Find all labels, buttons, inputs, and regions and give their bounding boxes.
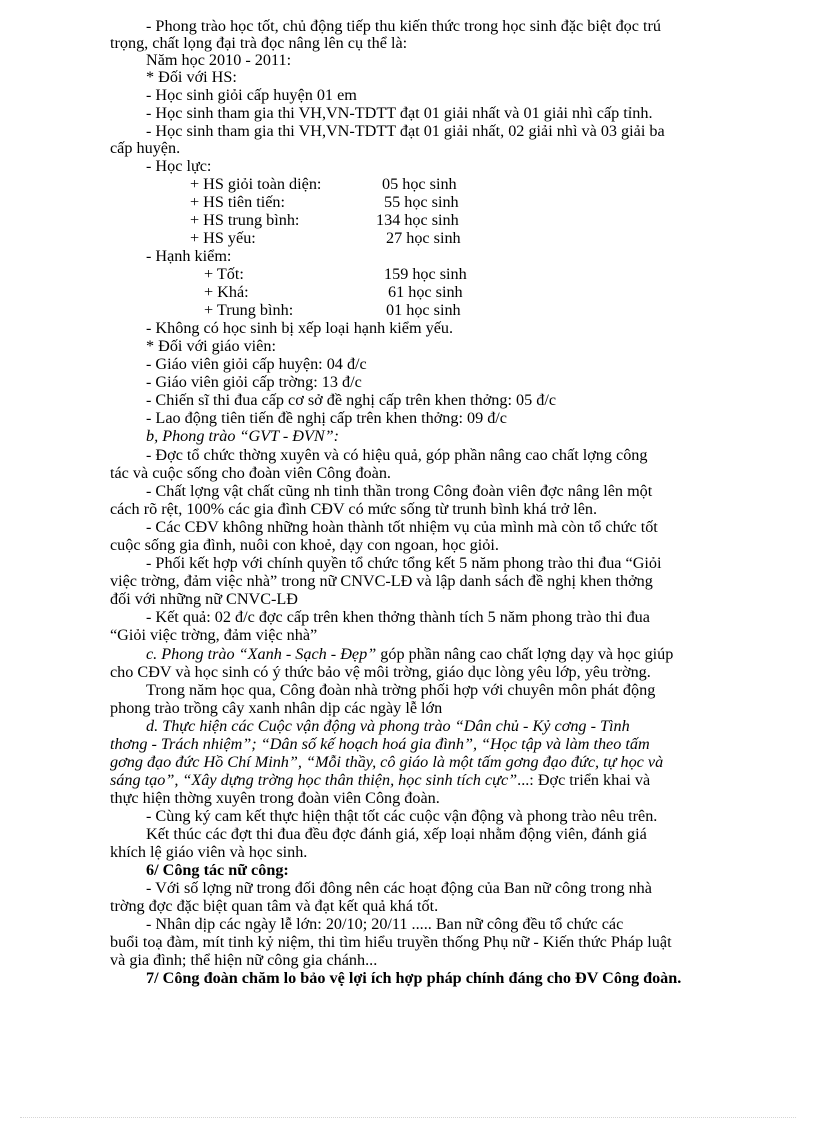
paragraph: - Chiến sĩ thi đua cấp cơ sở đề nghị cấp trên khen thởng: 05 đ/c bbox=[146, 391, 557, 409]
paragraph: - Phong trào học tốt, chủ động tiếp thu kiến thức trong học sinh đặc biệt đọc trú bbox=[146, 17, 661, 35]
paragraph: - Lao động tiên tiến đề nghị cấp trên khen thởng: 09 đ/c bbox=[146, 409, 507, 427]
paragraph: - Nhân dịp các ngày lễ lớn: 20/10; 20/11 ..... Ban nữ công đều tổ chức các bbox=[146, 915, 624, 933]
paragraph: và gia đình; thể hiện nữ công gia chánh... bbox=[110, 951, 378, 969]
paragraph: - Học sinh tham gia thi VH,VN-TDTT đạt 01 giải nhất và 01 giải nhì cấp tỉnh. bbox=[146, 104, 653, 122]
section-label: * Đối với giáo viên: bbox=[146, 337, 276, 355]
paragraph: - Các CĐV không những hoàn thành tốt nhiệm vụ của mình mà còn tổ chức tốt bbox=[146, 518, 658, 536]
paragraph: Trong năm học qua, Công đoàn nhà trờng phối hợp với chuyên môn phát động bbox=[146, 681, 656, 699]
list-item-value: 05 học sinh bbox=[382, 175, 457, 193]
paragraph: thực hiện thờng xuyên trong đoàn viên Công đoàn. bbox=[110, 789, 440, 807]
paragraph: - Kết quả: 02 đ/c đợc cấp trên khen thởng thành tích 5 năm phong trào thi đua bbox=[146, 608, 650, 626]
paragraph-d bbox=[110, 771, 650, 789]
paragraph: - Học sinh giỏi cấp huyện 01 em bbox=[146, 86, 357, 104]
school-year: Năm học 2010 - 2011: bbox=[146, 51, 292, 69]
list-item-value: 27 học sinh bbox=[386, 229, 461, 247]
section-heading: 7/ Công đoàn chăm lo bảo vệ lợi ích hợp pháp chính đáng cho ĐV Công đoàn. bbox=[146, 969, 682, 987]
paragraph: - Phối kết hợp với chính quyền tổ chức tổng kết 5 năm phong trào thi đua “Giỏi bbox=[146, 554, 662, 572]
paragraph: cuộc sống gia đình, nuôi con khoẻ, dạy con ngoan, học giỏi. bbox=[110, 536, 499, 554]
paragraph-c bbox=[146, 645, 673, 663]
paragraph: “Giỏi việc trờng, đảm việc nhà” bbox=[110, 626, 318, 644]
paragraph: cho CĐV và học sinh có ý thức bảo vệ môi trờng, giáo dục lòng yêu lớp, yêu trờng. bbox=[110, 663, 651, 681]
section-heading: c. Phong trào “Xanh - Sạch - Đẹp” bbox=[146, 645, 377, 663]
paragraph: cách rõ rệt, 100% các gia đình CĐV có mức sống từ trunh bình khá trở lên. bbox=[110, 500, 598, 518]
paragraph: - Không có học sinh bị xếp loại hạnh kiểm yếu. bbox=[146, 319, 454, 337]
paragraph-text: sáng tạo”, “Xây dựng trờng học thân thiện, học sinh tích cực” bbox=[110, 771, 518, 789]
paragraph: phong trào trồng cây xanh nhân dịp các ngày lễ lớn bbox=[110, 699, 443, 717]
list-item-label: + Khá: bbox=[204, 283, 249, 301]
paragraph: đối với những nữ CNVC-LĐ bbox=[110, 590, 298, 608]
section-label: - Học lực: bbox=[146, 157, 212, 175]
list-item-label: + Trung bình: bbox=[204, 301, 294, 319]
paragraph: thơng - Trách nhiệm”; “Dân số kế hoạch hoá gia đình”, “Học tập và làm theo tấm bbox=[110, 735, 650, 753]
list-item-label: + HS yếu: bbox=[190, 229, 256, 247]
list-item-value: 01 học sinh bbox=[386, 301, 461, 319]
list-item-label: + HS giỏi toàn diện: bbox=[190, 175, 322, 193]
paragraph: khích lệ giáo viên và học sinh. bbox=[110, 843, 308, 861]
paragraph: Kết thúc các đợt thi đua đều đợc đánh giá, xếp loại nhằm động viên, đánh giá bbox=[146, 825, 647, 843]
paragraph-text: góp phần nâng cao chất lợng dạy và học giúp bbox=[376, 645, 674, 663]
paragraph: - Đợc tổ chức thờng xuyên và có hiệu quả, góp phần nâng cao chất lợng công bbox=[146, 446, 648, 464]
paragraph: buổi toạ đàm, mít tinh kỷ niệm, thi tìm hiểu truyền thống Phụ nữ - Kiến thức Pháp luật bbox=[110, 933, 672, 951]
paragraph: - Học sinh tham gia thi VH,VN-TDTT đạt 01 giải nhất, 02 giải nhì và 03 giải ba bbox=[146, 122, 665, 140]
list-item-value: 55 học sinh bbox=[384, 193, 459, 211]
paragraph: - Giáo viên giỏi cấp huyện: 04 đ/c bbox=[146, 355, 367, 373]
paragraph: gơng đạo đức Hồ Chí Minh”, “Mỗi thầy, cô giáo là một tấm gơng đạo đức, tự học và bbox=[110, 753, 664, 771]
paragraph: trọng, chất lọng đại trà đọc nâng lên cụ thể là: bbox=[110, 34, 408, 52]
paragraph: việc trờng, đảm việc nhà” trong nữ CNVC-LĐ và lập danh sách đề nghị khen thởng bbox=[110, 572, 653, 590]
paragraph: trờng đợc đặc biệt quan tâm và đạt kết quả khá tốt. bbox=[110, 897, 439, 915]
list-item-value: 159 học sinh bbox=[384, 265, 467, 283]
paragraph: tác và cuộc sống cho đoàn viên Công đoàn. bbox=[110, 464, 391, 482]
list-item-value: 61 học sinh bbox=[388, 283, 463, 301]
section-heading: b, Phong trào “GVT - ĐVN”: bbox=[146, 427, 340, 445]
list-item-value: 134 học sinh bbox=[376, 211, 459, 229]
list-item-label: + HS trung bình: bbox=[190, 211, 300, 229]
section-heading: 6/ Công tác nữ công: bbox=[146, 861, 289, 879]
list-item-label: + HS tiên tiến: bbox=[190, 193, 286, 211]
section-heading: d. Thực hiện các Cuộc vận động và phong trào “Dân chủ - Kỷ cơng - Tình bbox=[146, 717, 630, 735]
section-label: * Đối với HS: bbox=[146, 68, 237, 86]
paragraph: - Cùng ký cam kết thực hiện thật tốt các cuộc vận động và phong trào nêu trên. bbox=[146, 807, 658, 825]
paragraph: cấp huyện. bbox=[110, 139, 181, 157]
paragraph: - Chất lợng vật chất cũng nh tinh thần trong Công đoàn viên đợc nâng lên một bbox=[146, 482, 653, 500]
paragraph: - Với số lợng nữ trong đối đông nên các hoạt động của Ban nữ công trong nhà bbox=[146, 879, 652, 897]
list-item-label: + Tốt: bbox=[204, 265, 244, 283]
section-label: - Hạnh kiểm: bbox=[146, 247, 232, 265]
paragraph: - Giáo viên giỏi cấp trờng: 13 đ/c bbox=[146, 373, 362, 391]
page-divider bbox=[20, 1117, 796, 1118]
paragraph-text: ...: Đợc triển khai và bbox=[517, 771, 651, 789]
